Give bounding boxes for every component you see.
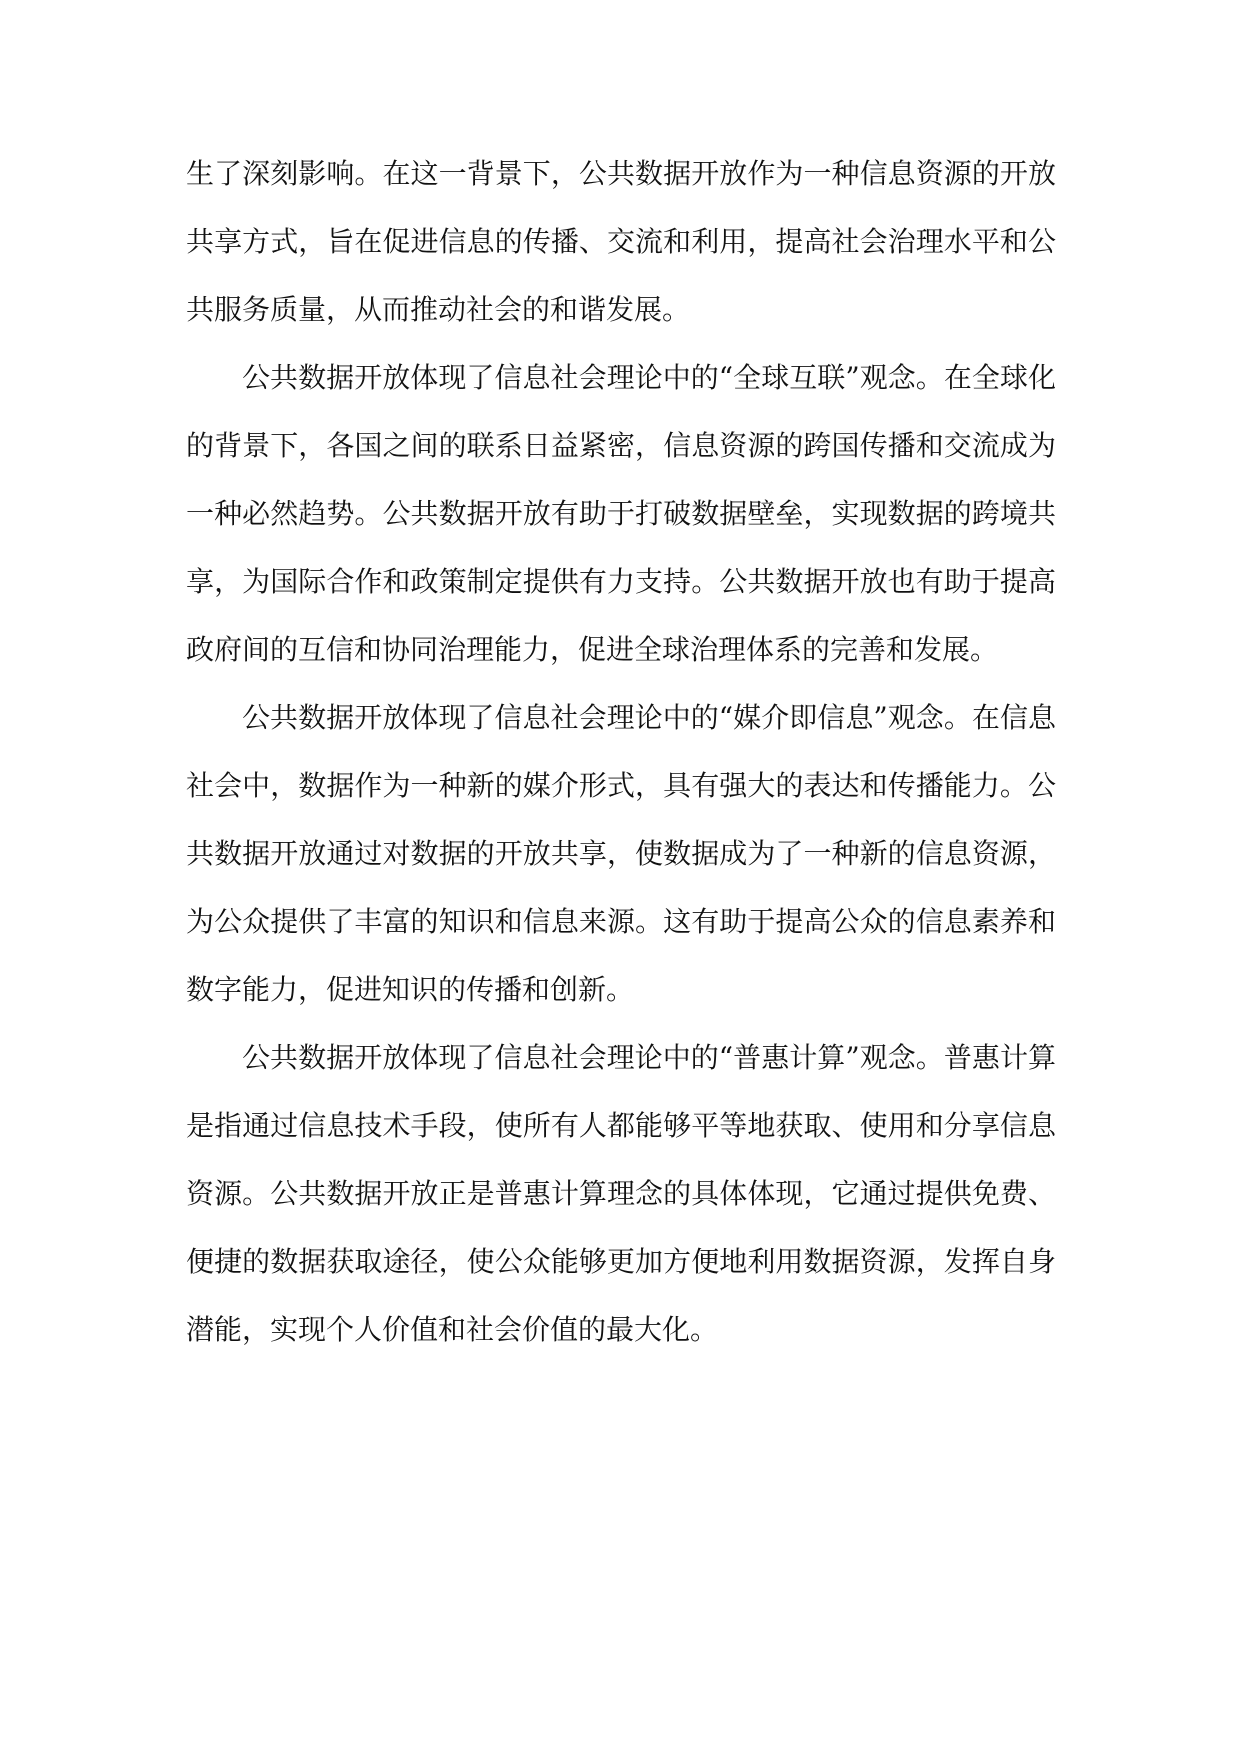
paragraph-medium-is-message: 公共数据开放体现了信息社会理论中的“媒介即信息”观念。在信息社会中，数据作为一种新的媒介形式，具有强大的表达和传播能力。公共数据开放通过对数据的开放共享，使数据成为了一种新的信息资源，为公众提供了丰富的知识和信息来源。这有助于提高公众的信息素养和数字能力，促进知识的传播和创新。: [186, 701, 1056, 1006]
document-body: [186, 140, 1056, 1364]
paragraph-inclusive-computing: 公共数据开放体现了信息社会理论中的“普惠计算”观念。普惠计算是指通过信息技术手段，使所有人都能够平等地获取、使用和分享信息资源。公共数据开放正是普惠计算理念的具体体现，它通过提供免费、便捷的数据获取途径，使公众能够更加方便地利用数据资源，发挥自身潜能，实现个人价值和社会价值的最大化。: [186, 1041, 1056, 1346]
paragraph-continuation: 生了深刻影响。在这一背景下，公共数据开放作为一种信息资源的开放共享方式，旨在促进信息的传播、交流和利用，提高社会治理水平和公共服务质量，从而推动社会的和谐发展。: [186, 157, 1056, 326]
paragraph-global-interconnection: 公共数据开放体现了信息社会理论中的“全球互联”观念。在全球化的背景下，各国之间的联系日益紧密，信息资源的跨国传播和交流成为一种必然趋势。公共数据开放有助于打破数据壁垒，实现数据的跨境共享，为国际合作和政策制定提供有力支持。公共数据开放也有助于提高政府间的互信和协同治理能力，促进全球治理体系的完善和发展。: [186, 361, 1056, 666]
